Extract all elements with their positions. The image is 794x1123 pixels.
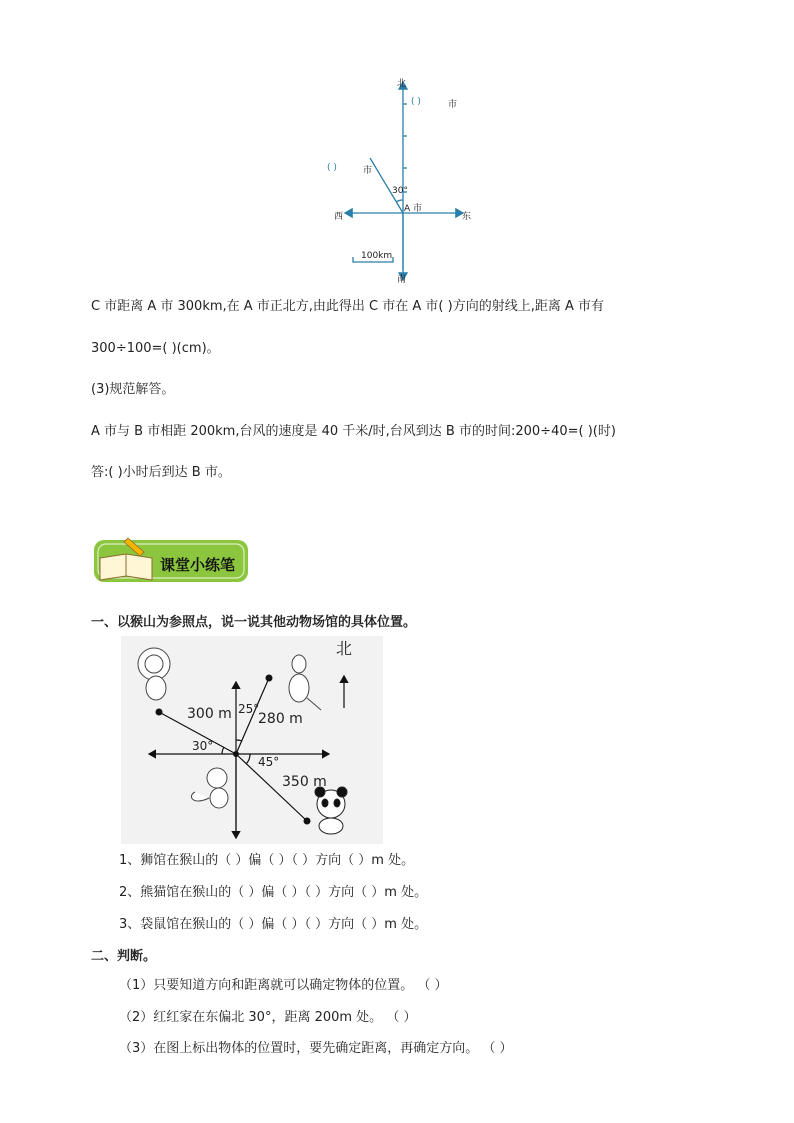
west-label: 西 <box>334 212 344 222</box>
kangaroo-icon <box>289 655 321 710</box>
text-line-2: 300÷100=( )(cm)。 <box>91 341 220 356</box>
monkey-hill-point <box>233 751 239 757</box>
panda-icon <box>315 787 347 834</box>
nw-city-suffix: 市 <box>363 166 373 176</box>
section1-heading: 一、以猴山为参照点，说一说其他动物场馆的具体位置。 <box>91 615 417 630</box>
nw-city-paren: ( ) <box>327 163 337 173</box>
judge-2: （2）红红家在东偏北 30°，距离 200m 处。 （ ） <box>119 1010 417 1025</box>
text-line-4: A 市与 B 市相距 200km,台风的速度是 40 千米/时,台风到达 B 市的时间:200÷40=( )(时) <box>91 424 616 439</box>
zoo-north-label: 北 <box>336 639 353 658</box>
scale-label: 100km <box>361 251 393 261</box>
question-2: 2、熊猫馆在猴山的（ ）偏（ ）（ ）方向（ ）m 处。 <box>119 885 428 900</box>
north-city-paren: ( ) <box>411 97 421 107</box>
kangaroo-point <box>266 675 273 682</box>
angle-45-label: 45° <box>258 755 280 769</box>
kangaroo-distance-label: 280 m <box>258 711 303 727</box>
judge-3: （3）在图上标出物体的位置时，要先确定距离，再确定方向。 （ ） <box>119 1041 513 1056</box>
lion-distance-label: 300 m <box>187 706 232 722</box>
angle-25-label: 25° <box>238 702 260 716</box>
south-label: 南 <box>397 275 407 285</box>
panda-distance-label: 350 m <box>282 774 327 790</box>
monkey-icon <box>191 768 228 808</box>
zoo-map-lines <box>121 636 383 844</box>
text-line-3: (3)规范解答。 <box>91 382 175 397</box>
text-line-5: 答:( )小时后到达 B 市。 <box>91 465 231 480</box>
banner-title: 课堂小练笔 <box>160 556 236 574</box>
east-label: 东 <box>462 212 472 222</box>
angle-arc <box>396 200 403 202</box>
question-1: 1、狮馆在猴山的（ ）偏（ ）（ ）方向（ ）m 处。 <box>119 853 415 868</box>
judge-1: （1）只要知道方向和距离就可以确定物体的位置。 （ ） <box>119 978 448 993</box>
section2-heading: 二、判断。 <box>91 949 157 964</box>
panda-point <box>304 818 311 825</box>
angle-30-label: 30° <box>192 739 214 753</box>
angle-label: 30° <box>392 186 408 196</box>
lion-icon <box>138 648 170 700</box>
text-line-1: C 市距离 A 市 300km,在 A 市正北方,由此得出 C 市在 A 市( )方向的射线上,距离 A 市有 <box>91 299 604 314</box>
compass-diagram <box>320 70 490 285</box>
north-label: 北 <box>397 79 407 89</box>
center-city-label: A 市 <box>404 204 423 214</box>
north-city-suffix: 市 <box>448 100 458 110</box>
question-3: 3、袋鼠馆在猴山的（ ）偏（ ）（ ）方向（ ）m 处。 <box>119 917 428 932</box>
lion-point <box>156 709 163 716</box>
